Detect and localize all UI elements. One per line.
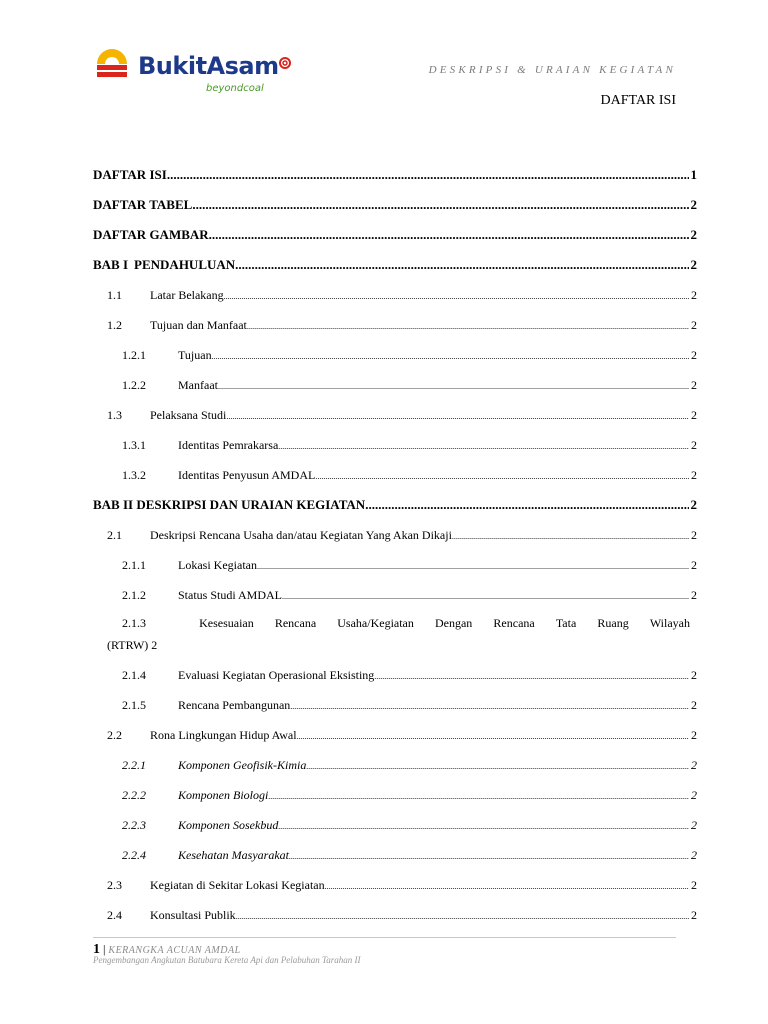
toc-entry[interactable] xyxy=(93,840,697,870)
toc-entry-word: Dengan xyxy=(434,616,473,630)
toc-dot-leader xyxy=(374,668,689,683)
toc-page-number: 2 xyxy=(691,787,697,802)
toc-page-number: 2 xyxy=(691,347,697,362)
toc-entry-number: 2.2.1 xyxy=(122,757,146,772)
toc-entry-title: Kesehatan Masyarakat xyxy=(178,847,289,862)
toc-page-number: 2 xyxy=(690,197,697,212)
toc-dot-leader xyxy=(278,438,689,453)
toc-page-number: 2 xyxy=(691,377,697,392)
toc-page-number: 2 xyxy=(691,697,697,712)
toc-dot-leader xyxy=(218,378,689,393)
toc-dot-leader xyxy=(235,257,688,273)
toc-dot-leader xyxy=(212,348,689,363)
toc-page-number: 2 xyxy=(691,847,697,862)
footer-page-number: 1 xyxy=(93,942,100,957)
toc-page-number: 2 xyxy=(691,667,697,682)
toc-entry-number: 2.1.4 xyxy=(122,667,146,682)
toc-dot-leader xyxy=(226,408,689,423)
toc-entry-title: Deskripsi Rencana Usaha dan/atau Kegiatan Yang Akan Dikaji xyxy=(150,527,452,542)
toc-entry-title: DAFTAR GAMBAR xyxy=(93,227,209,242)
logo-tagline: beyondcoal xyxy=(206,83,264,94)
toc-page-number: 2 xyxy=(690,227,697,242)
footer-document-title: KERANGKA ACUAN AMDAL xyxy=(108,945,241,956)
toc-page-number: 2 xyxy=(691,877,697,892)
toc-entry-word: Wilayah xyxy=(649,616,690,630)
toc-entry-word: Usaha/Kegiatan xyxy=(337,616,414,630)
toc-entry-title: Kegiatan di Sekitar Lokasi Kegiatan xyxy=(150,877,325,892)
toc-entry[interactable] xyxy=(93,780,697,810)
toc-entry-number: 1.3.1 xyxy=(122,437,146,452)
toc-entry[interactable] xyxy=(93,870,697,900)
toc-dot-leader xyxy=(278,818,689,833)
toc-entry[interactable] xyxy=(93,370,697,400)
toc-entry[interactable] xyxy=(93,340,697,370)
toc-page-number: 2 xyxy=(691,557,697,572)
toc-entry[interactable] xyxy=(93,810,697,840)
toc-entry[interactable] xyxy=(93,750,697,780)
toc-entry-number: 1.1 xyxy=(107,287,122,302)
company-logo xyxy=(94,46,304,100)
page-title: DAFTAR ISI xyxy=(600,93,676,108)
toc-entry-title: Rona Lingkungan Hidup Awal xyxy=(150,727,297,742)
toc-entry-number: BAB I xyxy=(93,257,129,272)
toc-entry-title: Latar Belakang xyxy=(150,287,224,302)
toc-entry-word: Rencana xyxy=(493,616,535,630)
toc-entry-word: Kesesuaian xyxy=(199,616,254,630)
logo-brand-text: BukitAsam xyxy=(138,52,279,80)
toc-page-number: 2 xyxy=(691,587,697,602)
toc-entry-word: Rencana xyxy=(274,616,317,630)
toc-entry-title: Komponen Geofisik-Kimia xyxy=(178,757,307,772)
toc-entry-title: DAFTAR ISI xyxy=(93,167,167,182)
toc-dot-leader xyxy=(167,167,689,183)
toc-dot-leader xyxy=(452,528,689,543)
toc-entry[interactable] xyxy=(93,550,697,580)
toc-dot-leader xyxy=(224,288,689,303)
toc-dot-leader xyxy=(315,468,689,483)
toc-page-number: 2 xyxy=(691,527,697,542)
toc-entry-title: Komponen Biologi xyxy=(178,787,269,802)
footer-divider xyxy=(93,937,676,938)
toc-entry-number: 2.1.1 xyxy=(122,557,146,572)
toc-page-number: 2 xyxy=(691,727,697,742)
toc-page-number: 2 xyxy=(691,407,697,422)
toc-entry[interactable] xyxy=(93,580,697,610)
toc-entry-title: Rencana Pembangunan xyxy=(178,697,291,712)
running-header-title: DESKRIPSI & URAIAN KEGIATAN xyxy=(428,64,676,76)
toc-entry-title: Identitas Penyusun AMDAL xyxy=(178,467,316,482)
toc-entry-number: 2.1.2 xyxy=(122,587,146,602)
toc-dot-leader xyxy=(247,318,689,333)
toc-entry-title: Lokasi Kegiatan xyxy=(178,557,257,572)
toc-page-number: 2 xyxy=(690,257,697,272)
toc-dot-leader xyxy=(325,878,689,893)
toc-entry-title: Manfaat xyxy=(178,377,218,392)
toc-entry-number: 2.1.3 xyxy=(122,616,146,630)
toc-dot-leader xyxy=(209,227,689,243)
toc-entry-word: Ruang xyxy=(597,616,629,630)
toc-entry[interactable] xyxy=(93,520,697,550)
toc-page-number: 2 xyxy=(691,817,697,832)
toc-entry-number: 1.3.2 xyxy=(122,467,146,482)
toc-entry-title: Evaluasi Kegiatan Operasional Eksisting xyxy=(178,667,375,682)
toc-entry[interactable] xyxy=(93,660,697,690)
toc-entry[interactable] xyxy=(93,220,697,250)
toc-entry[interactable] xyxy=(93,900,697,930)
toc-dot-leader xyxy=(257,558,689,573)
toc-entry-number: 2.1 xyxy=(107,527,122,542)
toc-entry-wrapped[interactable] xyxy=(93,612,690,656)
toc-dot-leader xyxy=(290,698,689,713)
toc-entry-number: 2.2.2 xyxy=(122,787,146,802)
toc-entry-number: 2.1.5 xyxy=(122,697,146,712)
toc-page-number: 2 xyxy=(691,317,697,332)
toc-entry[interactable] xyxy=(93,160,697,190)
toc-entry[interactable] xyxy=(93,690,697,720)
toc-dot-leader xyxy=(306,758,689,773)
toc-entry-number: 2.3 xyxy=(107,877,122,892)
toc-entry-title: PENDAHULUAN xyxy=(134,257,236,272)
toc-entry-word: Tata xyxy=(555,616,577,630)
toc-entry-number: 1.3 xyxy=(107,407,122,422)
footer-separator: | xyxy=(103,942,106,956)
toc-entry[interactable] xyxy=(93,720,697,750)
toc-entry-title: Konsultasi Publik xyxy=(150,907,236,922)
toc-page-number: 2 xyxy=(691,907,697,922)
toc-entry[interactable] xyxy=(93,430,697,460)
toc-page-number: 2 xyxy=(691,757,697,772)
toc-page-number: 2 xyxy=(691,467,697,482)
toc-dot-leader xyxy=(365,497,688,513)
toc-dot-leader xyxy=(289,848,689,863)
swirl-logo-icon xyxy=(278,56,292,70)
toc-entry-title: BAB II DESKRIPSI DAN URAIAN KEGIATAN xyxy=(93,497,366,512)
toc-entry-number: 1.2 xyxy=(107,317,122,332)
toc-entry-number: 1.2.2 xyxy=(122,377,146,392)
toc-entry[interactable] xyxy=(93,250,697,280)
toc-page-number: 2 xyxy=(691,287,697,302)
toc-entry-number: 1.2.1 xyxy=(122,347,146,362)
toc-dot-leader xyxy=(297,728,689,743)
toc-entry-title: DAFTAR TABEL xyxy=(93,197,193,212)
toc-entry-continuation: (RTRW) 2 xyxy=(107,638,158,652)
toc-entry-title: Status Studi AMDAL xyxy=(178,587,283,602)
toc-entry-number: 2.2.4 xyxy=(122,847,146,862)
toc-entry[interactable] xyxy=(93,280,697,310)
toc-page-number: 2 xyxy=(690,497,697,512)
toc-dot-leader xyxy=(192,197,688,213)
toc-entry[interactable] xyxy=(93,190,697,220)
toc-entry-number: 2.2 xyxy=(107,727,122,742)
toc-entry[interactable] xyxy=(93,310,697,340)
toc-page-number: 1 xyxy=(690,167,697,182)
toc-entry[interactable] xyxy=(93,460,697,490)
toc-entry-title: Identitas Pemrakarsa xyxy=(178,437,279,452)
toc-dot-leader xyxy=(268,788,689,803)
toc-entry-number: 2.4 xyxy=(107,907,122,922)
toc-entry[interactable] xyxy=(93,490,697,520)
toc-entry-title: Tujuan dan Manfaat xyxy=(150,317,247,332)
toc-entry-title: Tujuan xyxy=(178,347,212,362)
sun-logo-icon xyxy=(94,46,131,80)
toc-entry-title: Pelaksana Studi xyxy=(150,407,227,422)
footer-subtitle: Pengembangan Angkutan Batubara Kereta Api dan Pelabuhan Tarahan II xyxy=(93,955,361,965)
toc-entry-number: 2.2.3 xyxy=(122,817,146,832)
toc-page-number: 2 xyxy=(691,437,697,452)
toc-entry-title: Komponen Sosekbud xyxy=(178,817,279,832)
toc-dot-leader xyxy=(236,908,689,923)
toc-entry[interactable] xyxy=(93,400,697,430)
toc-dot-leader xyxy=(282,588,689,603)
